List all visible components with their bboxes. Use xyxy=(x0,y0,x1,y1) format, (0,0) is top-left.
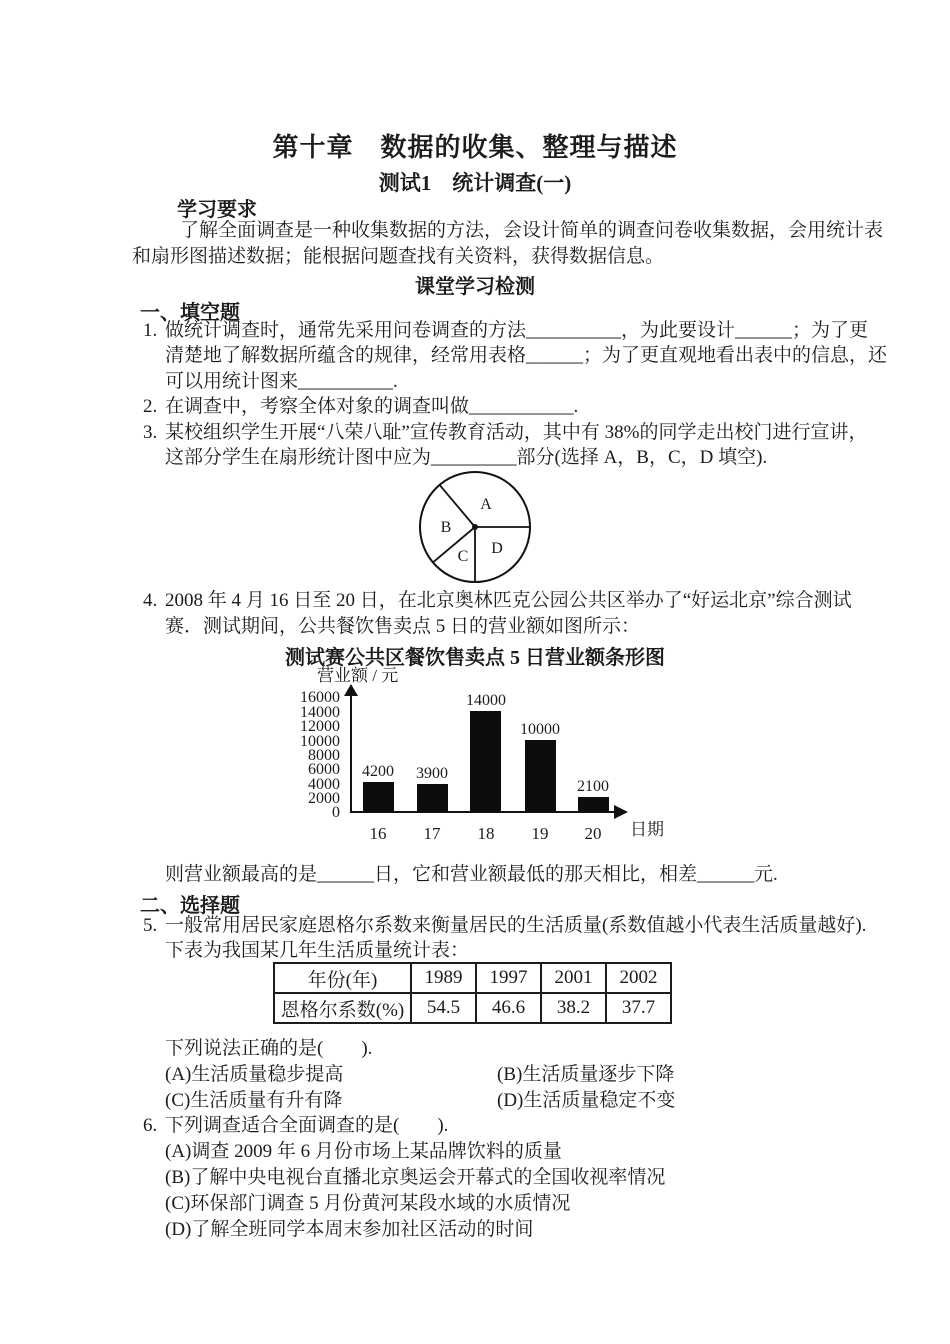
table-cell: 37.7 xyxy=(606,993,671,1023)
question-5-prompt: 下列说法正确的是( ). xyxy=(165,1038,373,1059)
bar-chart xyxy=(280,690,720,860)
y-tick-label: 2000 xyxy=(308,790,340,807)
option-c: (C)环保部门调查 5 月份黄河某段水域的水质情况 xyxy=(165,1193,571,1214)
question-number: 6. xyxy=(143,1115,158,1136)
bar xyxy=(470,711,501,812)
bar xyxy=(525,740,556,812)
requirements-line: 了解全面调查是一种收集数据的方法，会设计简单的调查问卷收集数据，会用统计表 xyxy=(180,220,884,241)
table-cell: 2001 xyxy=(541,963,606,993)
question-4-line: 赛．测试期间，公共餐饮售卖点 5 日的营业额如图所示： xyxy=(165,616,641,637)
question-1-line: 可以用统计图来__________. xyxy=(165,371,398,392)
y-tick-label: 0 xyxy=(332,804,340,821)
y-tick-label: 8000 xyxy=(308,747,340,764)
fill-in-section-heading: 一、填空题 xyxy=(140,302,240,324)
question-3-line xyxy=(143,421,867,444)
x-category-label: 19 xyxy=(531,824,549,843)
y-axis-label: 营业额 / 元 xyxy=(317,666,399,685)
bar-value-label: 10000 xyxy=(520,721,560,738)
y-tick-label: 6000 xyxy=(308,761,340,778)
x-category-label: 16 xyxy=(369,824,387,843)
option-b: (B)了解中央电视台直播北京奥运会开幕式的全国收视率情况 xyxy=(165,1167,666,1188)
bar-chart-title: 测试赛公共区餐饮售卖点 5 日营业额条形图 xyxy=(285,647,665,669)
table-cell: 54.5 xyxy=(411,993,476,1023)
table-cell: 38.2 xyxy=(541,993,606,1023)
y-axis xyxy=(350,692,352,813)
pie-sector-line xyxy=(433,527,475,562)
table-cell: 年份(年) xyxy=(274,963,411,993)
question-number: 2. xyxy=(143,396,158,417)
option-b: (B)生活质量逐步下降 xyxy=(497,1064,675,1085)
bar xyxy=(578,797,609,812)
bar-value-label: 4200 xyxy=(362,763,394,780)
table-cell: 1989 xyxy=(411,963,476,993)
y-tick-label: 12000 xyxy=(300,718,340,735)
bar xyxy=(363,782,394,812)
pie-label: C xyxy=(457,548,469,565)
choice-section-heading: 二、选择题 xyxy=(140,895,240,917)
quality-table xyxy=(273,962,672,1024)
option-d: (D)生活质量稳定不变 xyxy=(497,1090,676,1111)
y-tick-label: 14000 xyxy=(300,704,340,721)
pie-label: A xyxy=(480,496,492,513)
question-text: 某校组织学生开展“八荣八耻”宣传教育活动，其中有 38%的同学走出校门进行宣讲， xyxy=(165,422,868,443)
question-text: 2008 年 4 月 16 日至 20 日，在北京奥林匹克公园公共区举办了“好运北京”综合测试 xyxy=(165,590,852,611)
x-axis-label: 日期 xyxy=(630,820,664,839)
question-number: 3. xyxy=(143,422,158,443)
requirements-line: 和扇形图描述数据；能根据问题查找有关资料，获得数据信息。 xyxy=(132,246,665,267)
question-4-line xyxy=(143,589,852,612)
table-cell: 1997 xyxy=(476,963,541,993)
option-a: (A)生活质量稳步提高 xyxy=(165,1064,344,1085)
page-title: 第十章 数据的收集、整理与描述 xyxy=(272,133,678,162)
bar xyxy=(417,784,448,812)
pie-center-dot xyxy=(472,524,478,530)
question-number: 1. xyxy=(143,320,158,341)
table-row xyxy=(274,993,671,1023)
y-tick-label: 4000 xyxy=(308,776,340,793)
question-4-conclusion: 则营业额最高的是______日，它和营业额最低的那天相比，相差______元. xyxy=(165,864,778,885)
y-tick-label: 10000 xyxy=(300,733,340,750)
lesson-check-heading: 课堂学习检测 xyxy=(415,276,535,298)
question-2-line xyxy=(143,395,578,418)
requirements-heading: 学习要求 xyxy=(177,199,257,221)
test-subtitle: 测试1 统计调查(一) xyxy=(378,171,572,195)
option-d: (D)了解全班同学本周末参加社区活动的时间 xyxy=(165,1219,534,1240)
question-text: 在调查中，考察全体对象的调查叫做___________. xyxy=(165,396,579,417)
y-tick-label: 16000 xyxy=(300,689,340,706)
bar-value-label: 14000 xyxy=(466,692,506,709)
x-axis-arrow xyxy=(614,805,628,819)
question-text: 做统计调查时，通常先采用问卷调查的方法__________，为此要设计______；为了更 xyxy=(165,320,869,341)
question-1-line xyxy=(143,319,868,342)
pie-label: D xyxy=(491,540,503,557)
question-number: 4. xyxy=(143,590,158,611)
x-category-label: 17 xyxy=(423,824,441,843)
question-1-line: 清楚地了解数据所蕴含的规律，经常用表格______；为了更直观地看出表中的信息，还 xyxy=(165,345,888,366)
question-5-line xyxy=(143,914,866,937)
table-cell: 46.6 xyxy=(476,993,541,1023)
question-text: 一般常用居民家庭恩格尔系数来衡量居民的生活质量(系数值越小代表生活质量越好). xyxy=(165,915,867,936)
x-category-label: 18 xyxy=(477,824,495,843)
table-row xyxy=(274,963,671,993)
table-cell: 恩格尔系数(%) xyxy=(274,993,411,1023)
pie-label: B xyxy=(440,519,452,536)
option-a: (A)调查 2009 年 6 月份市场上某品牌饮料的质量 xyxy=(165,1141,562,1162)
question-5-line: 下表为我国某几年生活质量统计表： xyxy=(165,940,470,961)
question-text: 下列调查适合全面调查的是( ). xyxy=(165,1115,449,1136)
bar-value-label: 2100 xyxy=(577,778,609,795)
bar-value-label: 3900 xyxy=(416,765,448,782)
question-number: 5. xyxy=(143,915,158,936)
pie-chart xyxy=(418,470,532,584)
x-category-label: 20 xyxy=(584,824,602,843)
question-3-line: 这部分学生在扇形统计图中应为_________部分(选择 A，B，C，D 填空). xyxy=(165,447,768,468)
option-c: (C)生活质量有升有降 xyxy=(165,1090,343,1111)
table-cell: 2002 xyxy=(606,963,671,993)
question-6-line xyxy=(143,1114,448,1137)
